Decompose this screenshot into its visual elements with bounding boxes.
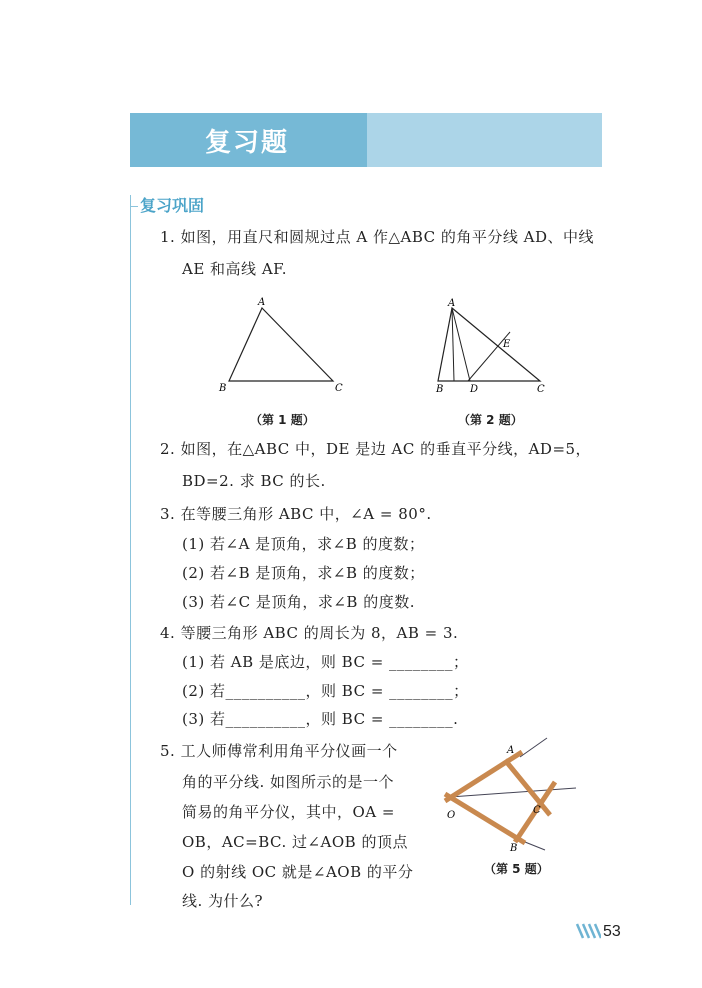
label-b: B [436,384,444,395]
q3-line3: (2) 若∠B 是顶角，求∠B 的度数； [182,564,425,582]
segment-ad [452,308,470,381]
fig2-caption: （第 2 题） [458,413,523,427]
fig1-caption: （第 1 题） [250,413,315,427]
ray-oa [520,738,547,757]
q2-line2: BD=2. 求 BC 的长. [182,472,326,490]
q5-line5: O 的射线 OC 就是∠AOB 的平分 [182,863,414,881]
q1-line1: 1. 如图，用直尺和圆规过点 A 作△ABC 的角平分线 AD、中线 [160,228,594,246]
label-a: A [507,745,515,756]
q3-line2: (1) 若∠A 是顶角，求∠B 的度数； [182,535,425,553]
q5-line6: 线. 为什么? [182,892,264,910]
label-c: C [533,805,541,816]
q4-line4: (3) 若__________，则 BC = ________. [182,710,459,728]
margin-rule [130,195,131,905]
label-b: B [219,383,227,394]
label-a: A [258,297,266,308]
q5-line4: OB，AC=BC. 过∠AOB 的顶点 [182,833,408,851]
section-title: 复习巩固 [130,193,204,216]
label-c: C [335,383,343,394]
q5-line3: 简易的角平分仪，其中，OA = [182,803,395,821]
ray-oc [450,788,576,797]
label-e: E [503,339,511,350]
header-band-light [367,113,602,167]
q3-line1: 3. 在等腰三角形 ABC 中，∠A = 80°. [160,505,432,523]
fig5-caption: （第 5 题） [484,862,549,876]
label-o: O [447,810,456,821]
q2-line1: 2. 如图，在△ABC 中，DE 是边 AC 的垂直平分线，AD=5， [160,440,592,458]
q3-line4: (3) 若∠C 是顶角，求∠B 的度数. [182,593,415,611]
label-b: B [510,843,518,854]
q1-line2: AE 和高线 AF. [182,260,287,278]
triangle-abc [229,308,333,381]
segment-af [452,308,454,381]
q5-line1: 5. 工人师傅常利用角平分仪画一个 [160,742,398,760]
label-a: A [448,298,456,309]
figure-5-angle-bisector-tool [430,730,590,855]
label-d: D [470,384,479,395]
figure-2 [430,295,560,395]
label-c: C [537,384,545,395]
q5-line2: 角的平分线. 如图所示的是一个 [182,773,395,791]
q4-line3: (2) 若__________，则 BC = ________； [182,682,469,700]
page-number: 53 [603,923,621,940]
q4-line2: (1) 若 AB 是底边，则 BC = ________； [182,653,469,671]
page-marker-icon [575,922,601,940]
figure-1 [210,295,350,395]
wooden-frame [445,752,555,843]
q4-line1: 4. 等腰三角形 ABC 的周长为 8，AB = 3. [160,624,459,642]
page-title: 复习题 [205,128,290,158]
